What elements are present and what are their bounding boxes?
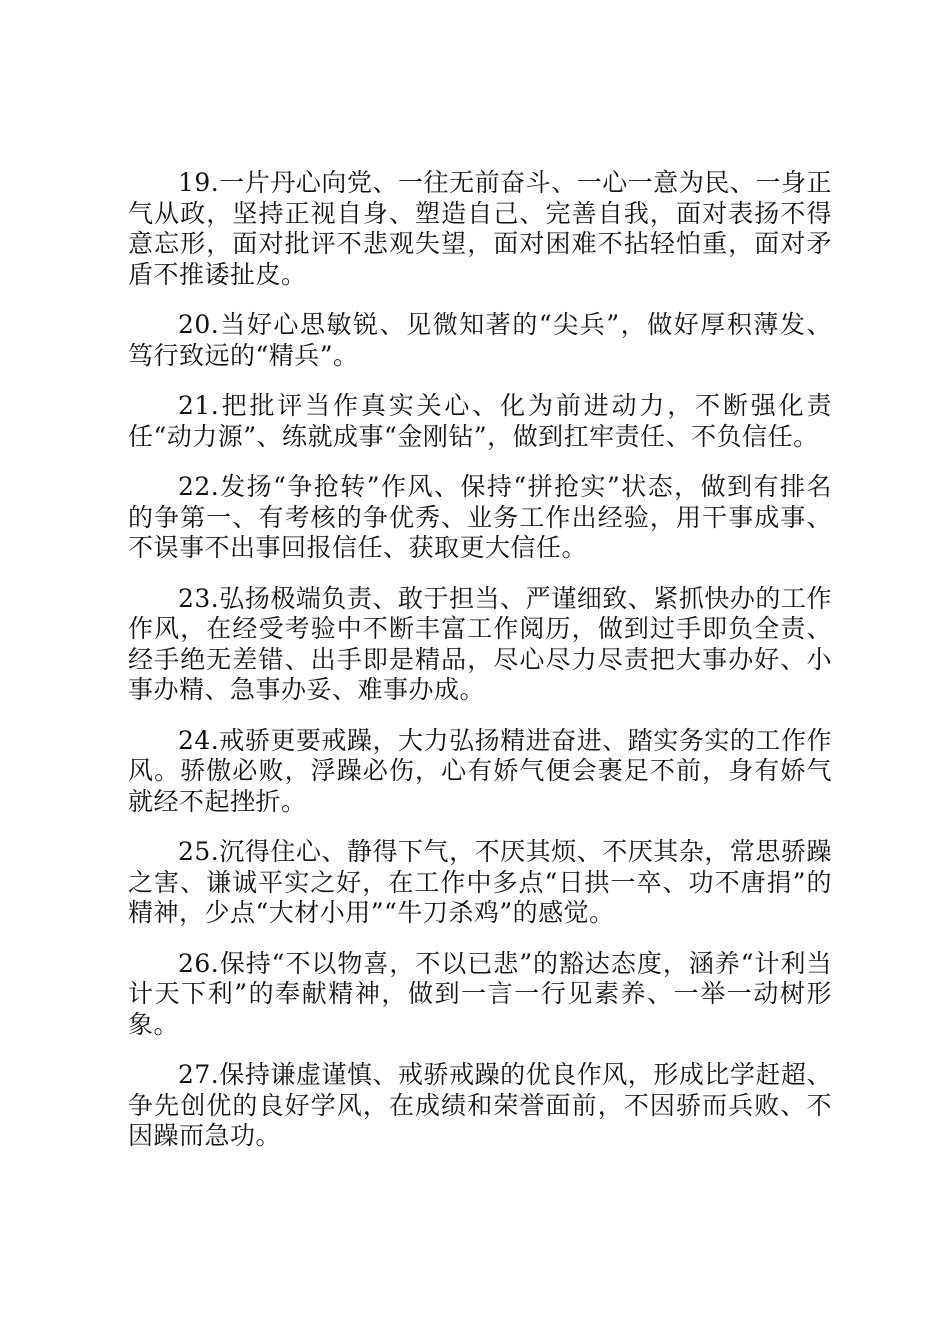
paragraph-21: 21.把批评当作真实关心、化为前进动力，不断强化责任“动力源”、练就成事“金刚钻”，做到扛牢责任、不负信任。 — [128, 391, 832, 451]
paragraph-25: 25.沉得住心、静得下气，不厌其烦、不厌其杂，常思骄躁之害、谦诚平实之好，在工作中多点“日拱一卒、功不唐捐”的精神，少点“大材小用”“牛刀杀鸡”的感觉。 — [128, 837, 832, 927]
paragraph-19: 19.一片丹心向党、一往无前奋斗、一心一意为民、一身正气从政，坚持正视自身、塑造自己、完善自我，面对表扬不得意忘形，面对批评不悲观失望，面对困难不拈轻怕重，面对矛盾不推诿扯皮。 — [128, 168, 832, 289]
paragraph-24: 24.戒骄更要戒躁，大力弘扬精进奋进、踏实务实的工作作风。骄傲必败，浮躁必伤，心有娇气便会裹足不前，身有娇气就经不起挫折。 — [128, 725, 832, 816]
paragraph-26: 26.保持“不以物喜，不以已悲”的豁达态度，涵养“计利当计天下利”的奉献精神，做到一言一行见素养、一举一动树形象。 — [128, 948, 832, 1039]
paragraph-22: 22.发扬“争抢转”作风、保持“拼抢实”状态，做到有排名的争第一、有考核的争优秀、业务工作出经验，用干事成事、不误事不出事回报信任、获取更大信任。 — [128, 472, 832, 562]
document-body — [128, 168, 832, 1172]
paragraph-23: 23.弘扬极端负责、敢于担当、严谨细致、紧抓快办的工作作风，在经受考验中不断丰富工作阅历，做到过手即负全责、经手绝无差错、出手即是精品，尽心尽力尽责把大事办好、小事办精、急事办妥、难事办成。 — [128, 583, 832, 704]
paragraph-20: 20.当好心思敏锐、见微知著的“尖兵”，做好厚积薄发、笃行致远的“精兵”。 — [128, 310, 832, 370]
paragraph-27: 27.保持谦虚谨慎、戒骄戒躁的优良作风，形成比学赶超、争先创优的良好学风，在成绩和荣誉面前，不因骄而兵败、不因躁而急功。 — [128, 1060, 832, 1150]
